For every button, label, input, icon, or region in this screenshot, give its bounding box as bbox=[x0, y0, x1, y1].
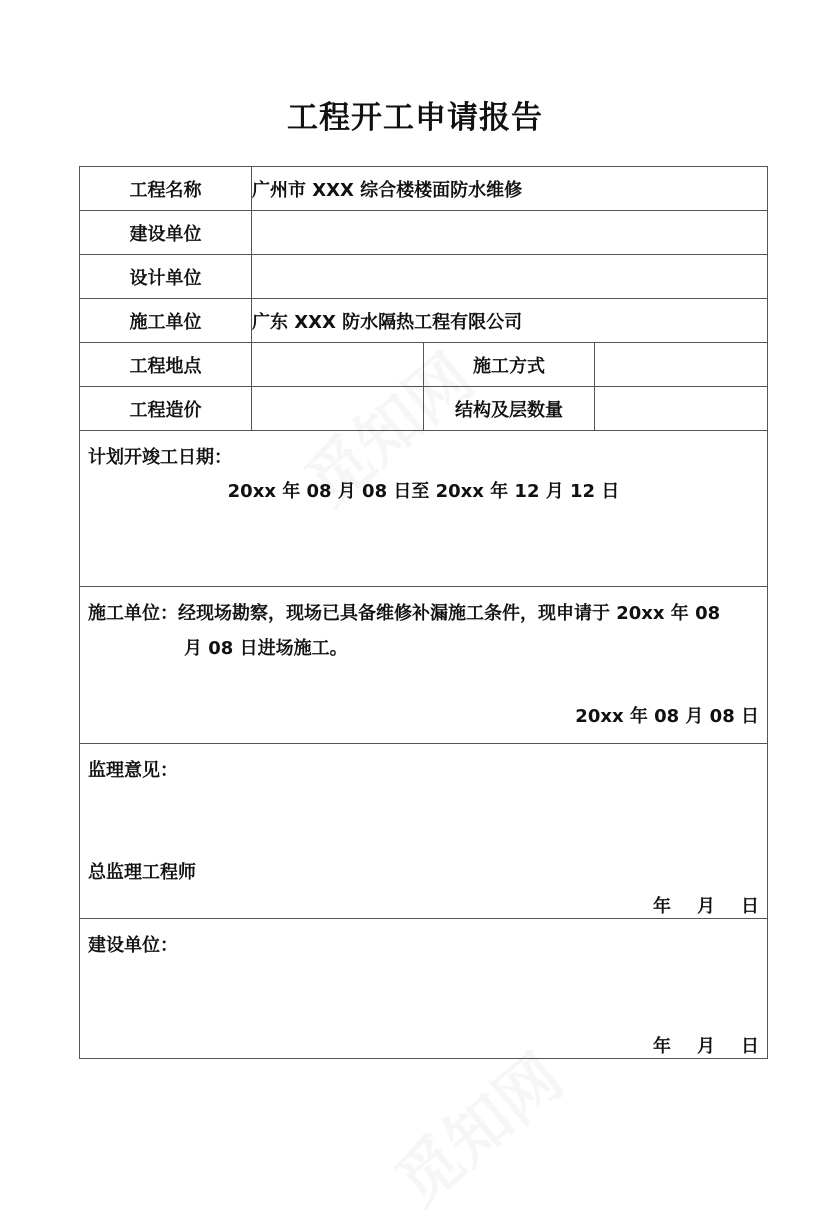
row-owner-unit bbox=[80, 211, 768, 255]
project-name-value[interactable]: 广州市 XXX 综合楼楼面防水维修 bbox=[252, 167, 768, 211]
row-construction-unit bbox=[80, 299, 768, 343]
chief-engineer-label: 总监理工程师 bbox=[88, 862, 196, 883]
supervision-date bbox=[653, 892, 759, 918]
application-text-line2: 月 08 日进场施工。 bbox=[184, 638, 348, 659]
structure-value[interactable] bbox=[595, 387, 768, 431]
supervision-block bbox=[80, 744, 768, 919]
project-name-label: 工程名称 bbox=[80, 167, 252, 211]
application-date: 20xx 年 08 月 08 日 bbox=[575, 706, 759, 727]
row-design-unit bbox=[80, 255, 768, 299]
plan-label: 计划开竣工日期： bbox=[88, 447, 232, 468]
owner-month: 月 bbox=[697, 1036, 715, 1057]
row-supervision bbox=[80, 744, 768, 919]
location-value[interactable] bbox=[252, 343, 424, 387]
owner-opinion-block bbox=[80, 919, 768, 1059]
method-value[interactable] bbox=[595, 343, 768, 387]
supervision-label: 监理意见： bbox=[88, 760, 178, 781]
cost-label: 工程造价 bbox=[80, 387, 252, 431]
supervision-month: 月 bbox=[697, 896, 715, 917]
row-plan-dates bbox=[80, 431, 768, 587]
design-unit-label: 设计单位 bbox=[80, 255, 252, 299]
row-owner-opinion bbox=[80, 919, 768, 1059]
row-project-name bbox=[80, 167, 768, 211]
supervision-year: 年 bbox=[653, 896, 671, 917]
document-title: 工程开工申请报告 bbox=[287, 100, 543, 136]
owner-opinion-label: 建设单位： bbox=[88, 935, 178, 956]
plan-dates: 20xx 年 08 月 08 日至 20xx 年 12 月 12 日 bbox=[227, 481, 620, 502]
design-unit-value[interactable] bbox=[252, 255, 768, 299]
row-application bbox=[80, 587, 768, 744]
application-form bbox=[79, 166, 768, 1059]
owner-opinion-date bbox=[653, 1032, 759, 1058]
owner-year: 年 bbox=[653, 1036, 671, 1057]
method-label: 施工方式 bbox=[424, 343, 595, 387]
owner-day: 日 bbox=[741, 1036, 759, 1057]
owner-unit-label: 建设单位 bbox=[80, 211, 252, 255]
row-cost bbox=[80, 387, 768, 431]
supervision-day: 日 bbox=[741, 896, 759, 917]
application-block bbox=[80, 587, 768, 744]
construction-unit-value[interactable]: 广东 XXX 防水隔热工程有限公司 bbox=[252, 299, 768, 343]
owner-unit-value[interactable] bbox=[252, 211, 768, 255]
structure-label: 结构及层数量 bbox=[424, 387, 595, 431]
construction-unit-label: 施工单位 bbox=[80, 299, 252, 343]
cost-value[interactable] bbox=[252, 387, 424, 431]
plan-block bbox=[80, 431, 768, 587]
row-location bbox=[80, 343, 768, 387]
location-label: 工程地点 bbox=[80, 343, 252, 387]
application-text-line1: 施工单位：经现场勘察，现场已具备维修补漏施工条件，现申请于 20xx 年 08 bbox=[88, 603, 721, 624]
